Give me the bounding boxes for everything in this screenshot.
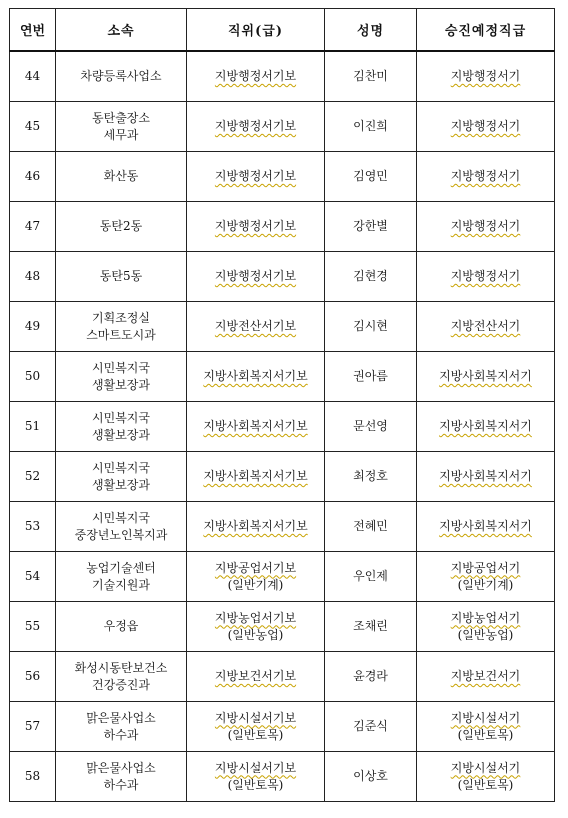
department-line-1: 화산동: [103, 169, 139, 183]
table-row: [10, 252, 555, 302]
name-cell: [325, 302, 417, 352]
header-position-grade: 직위(급): [187, 9, 325, 52]
department-line-2: 중장년노인복지과: [74, 527, 168, 542]
serial-number-cell: [10, 752, 56, 802]
promotion-grade-cell: [417, 652, 555, 702]
promotion-grade-cell: [417, 302, 555, 352]
name-cell: [325, 502, 417, 552]
position-grade: 지방공업서기보: [214, 560, 297, 575]
department-line-1: 우정읍: [103, 619, 139, 633]
department-cell: [56, 51, 187, 102]
department-line-1: 시민복지국: [92, 360, 150, 375]
person-name: 문선영: [353, 419, 388, 433]
promotion-grade: 지방농업서기: [450, 610, 521, 625]
department-cell: [56, 552, 187, 602]
department-line-2: 하수과: [103, 727, 139, 742]
promotion-grade-cell: [417, 402, 555, 452]
department-line-1: 시민복지국: [92, 460, 150, 475]
name-cell: [325, 252, 417, 302]
name-cell: [325, 702, 417, 752]
table-row: [10, 652, 555, 702]
position-grade: 지방전산서기보: [214, 319, 297, 333]
promotion-specialty: (일반토목): [457, 727, 514, 742]
promotion-grade: 지방사회복지서기: [439, 469, 532, 483]
department-line-1: 농업기술센터: [86, 560, 156, 575]
promotion-grade: 지방보건서기: [450, 669, 521, 683]
serial-number: 50: [24, 369, 41, 383]
table-row: [10, 702, 555, 752]
position-grade-cell: [187, 252, 325, 302]
serial-number: 58: [24, 769, 41, 783]
promotion-specialty: (일반농업): [457, 627, 514, 642]
serial-number-cell: [10, 502, 56, 552]
person-name: 이상호: [353, 769, 388, 783]
position-grade: 지방사회복지서기보: [203, 369, 308, 383]
position-specialty: (일반농업): [227, 627, 284, 642]
promotion-roster-table: [9, 8, 555, 802]
department-line-2: 건강증진과: [92, 677, 150, 692]
position-grade-cell: [187, 702, 325, 752]
position-grade-cell: [187, 552, 325, 602]
table-body: [10, 51, 555, 802]
promotion-grade-cell: [417, 552, 555, 602]
department-line-1: 시민복지국: [92, 510, 150, 525]
department-line-2: 생활보장과: [92, 427, 150, 442]
serial-number-cell: [10, 452, 56, 502]
department-line-1: 시민복지국: [92, 410, 150, 425]
promotion-grade: 지방시설서기: [450, 710, 521, 725]
position-grade-cell: [187, 452, 325, 502]
position-grade-cell: [187, 51, 325, 102]
promotion-grade-cell: [417, 252, 555, 302]
department-line-2: 기술지원과: [92, 577, 150, 592]
person-name: 김영민: [353, 169, 388, 183]
serial-number: 48: [24, 269, 41, 283]
position-grade: 지방행정서기보: [214, 119, 297, 133]
serial-number: 45: [24, 119, 41, 133]
promotion-grade: 지방공업서기: [450, 560, 521, 575]
department-line-2: 생활보장과: [92, 477, 150, 492]
department-cell: [56, 702, 187, 752]
serial-number-cell: [10, 702, 56, 752]
table-row: [10, 402, 555, 452]
name-cell: [325, 51, 417, 102]
table-row: [10, 452, 555, 502]
promotion-grade-cell: [417, 452, 555, 502]
department-line-1: 기획조정실: [92, 310, 150, 325]
person-name: 김시현: [353, 319, 388, 333]
department-cell: [56, 152, 187, 202]
name-cell: [325, 402, 417, 452]
position-grade-cell: [187, 302, 325, 352]
promotion-grade: 지방전산서기: [450, 319, 521, 333]
promotion-grade-cell: [417, 152, 555, 202]
name-cell: [325, 552, 417, 602]
table-row: [10, 152, 555, 202]
person-name: 이진희: [353, 119, 388, 133]
name-cell: [325, 202, 417, 252]
serial-number: 52: [24, 469, 41, 483]
position-grade-cell: [187, 752, 325, 802]
serial-number: 56: [24, 669, 41, 683]
table-row: [10, 102, 555, 152]
position-grade-cell: [187, 202, 325, 252]
serial-number: 57: [24, 719, 41, 733]
name-cell: [325, 652, 417, 702]
position-grade: 지방행정서기보: [214, 169, 297, 183]
department-cell: [56, 452, 187, 502]
serial-number-cell: [10, 352, 56, 402]
header-row: [10, 9, 555, 52]
department-cell: [56, 302, 187, 352]
promotion-grade: 지방행정서기: [450, 119, 521, 133]
position-grade: 지방사회복지서기보: [203, 469, 308, 483]
department-line-2: 생활보장과: [92, 377, 150, 392]
serial-number-cell: [10, 652, 56, 702]
position-grade: 지방시설서기보: [214, 710, 297, 725]
person-name: 윤경라: [353, 669, 388, 683]
position-specialty: (일반토목): [227, 727, 284, 742]
department-cell: [56, 402, 187, 452]
serial-number: 55: [24, 619, 41, 633]
name-cell: [325, 752, 417, 802]
header-department: 소속: [56, 9, 187, 52]
person-name: 강한별: [353, 219, 388, 233]
department-cell: [56, 752, 187, 802]
name-cell: [325, 102, 417, 152]
person-name: 최정호: [353, 469, 388, 483]
serial-number-cell: [10, 402, 56, 452]
promotion-grade: 지방행정서기: [450, 69, 521, 83]
position-grade: 지방사회복지서기보: [203, 519, 308, 533]
serial-number-cell: [10, 302, 56, 352]
position-grade-cell: [187, 602, 325, 652]
department-line-1: 맑은물사업소: [86, 760, 156, 775]
position-specialty: (일반기계): [227, 577, 284, 592]
serial-number-cell: [10, 252, 56, 302]
position-grade-cell: [187, 102, 325, 152]
table-row: [10, 51, 555, 102]
person-name: 권아름: [353, 369, 388, 383]
promotion-grade-cell: [417, 752, 555, 802]
department-line-1: 동탄2동: [99, 219, 143, 233]
person-name: 전혜민: [353, 519, 388, 533]
name-cell: [325, 602, 417, 652]
promotion-grade-cell: [417, 51, 555, 102]
position-grade: 지방시설서기보: [214, 760, 297, 775]
promotion-grade-cell: [417, 102, 555, 152]
department-line-2: 하수과: [103, 777, 139, 792]
position-grade-cell: [187, 652, 325, 702]
serial-number: 53: [24, 519, 41, 533]
promotion-grade-cell: [417, 502, 555, 552]
serial-number-cell: [10, 51, 56, 102]
position-grade: 지방행정서기보: [214, 269, 297, 283]
table-row: [10, 752, 555, 802]
header-promotion-grade: 승진예정직급: [417, 9, 555, 52]
table-row: [10, 202, 555, 252]
name-cell: [325, 352, 417, 402]
department-line-2: 스마트도시과: [86, 327, 156, 342]
position-grade-cell: [187, 402, 325, 452]
person-name: 김준식: [353, 719, 388, 733]
promotion-grade-cell: [417, 202, 555, 252]
department-line-1: 차량등록사업소: [80, 69, 162, 83]
table-row: [10, 502, 555, 552]
serial-number: 49: [24, 319, 41, 333]
position-grade: 지방농업서기보: [214, 610, 297, 625]
promotion-grade-cell: [417, 702, 555, 752]
person-name: 김찬미: [353, 69, 388, 83]
table-row: [10, 302, 555, 352]
promotion-grade: 지방행정서기: [450, 169, 521, 183]
promotion-grade: 지방사회복지서기: [439, 419, 532, 433]
position-specialty: (일반토목): [227, 777, 284, 792]
serial-number: 47: [24, 219, 41, 233]
promotion-grade: 지방시설서기: [450, 760, 521, 775]
promotion-grade: 지방사회복지서기: [439, 519, 532, 533]
department-line-1: 화성시동탄보건소: [74, 660, 168, 675]
department-cell: [56, 102, 187, 152]
position-grade: 지방행정서기보: [214, 219, 297, 233]
person-name: 김현경: [353, 269, 388, 283]
promotion-grade: 지방행정서기: [450, 269, 521, 283]
position-grade: 지방행정서기보: [214, 69, 297, 83]
serial-number: 54: [24, 569, 41, 583]
name-cell: [325, 452, 417, 502]
serial-number-cell: [10, 202, 56, 252]
promotion-grade: 지방행정서기: [450, 219, 521, 233]
department-cell: [56, 602, 187, 652]
position-grade-cell: [187, 152, 325, 202]
department-cell: [56, 252, 187, 302]
position-grade-cell: [187, 502, 325, 552]
promotion-grade-cell: [417, 602, 555, 652]
serial-number: 44: [24, 69, 41, 83]
serial-number: 46: [24, 169, 41, 183]
department-cell: [56, 502, 187, 552]
position-grade: 지방보건서기보: [214, 669, 297, 683]
position-grade-cell: [187, 352, 325, 402]
table-row: [10, 602, 555, 652]
table-row: [10, 552, 555, 602]
promotion-specialty: (일반토목): [457, 777, 514, 792]
position-grade: 지방사회복지서기보: [203, 419, 308, 433]
serial-number-cell: [10, 552, 56, 602]
header-serial-number: 연번: [10, 9, 56, 52]
promotion-grade: 지방사회복지서기: [439, 369, 532, 383]
department-line-1: 동탄출장소: [92, 110, 150, 125]
department-line-1: 맑은물사업소: [86, 710, 156, 725]
serial-number-cell: [10, 102, 56, 152]
person-name: 조채린: [353, 619, 388, 633]
department-cell: [56, 352, 187, 402]
promotion-specialty: (일반기계): [457, 577, 514, 592]
department-cell: [56, 202, 187, 252]
serial-number-cell: [10, 602, 56, 652]
table-row: [10, 352, 555, 402]
serial-number-cell: [10, 152, 56, 202]
department-line-2: 세무과: [103, 127, 139, 142]
department-line-1: 동탄5동: [99, 269, 143, 283]
department-cell: [56, 652, 187, 702]
promotion-grade-cell: [417, 352, 555, 402]
name-cell: [325, 152, 417, 202]
table-header: [10, 9, 555, 52]
person-name: 우인제: [353, 569, 388, 583]
serial-number: 51: [24, 419, 41, 433]
header-name: 성명: [325, 9, 417, 52]
